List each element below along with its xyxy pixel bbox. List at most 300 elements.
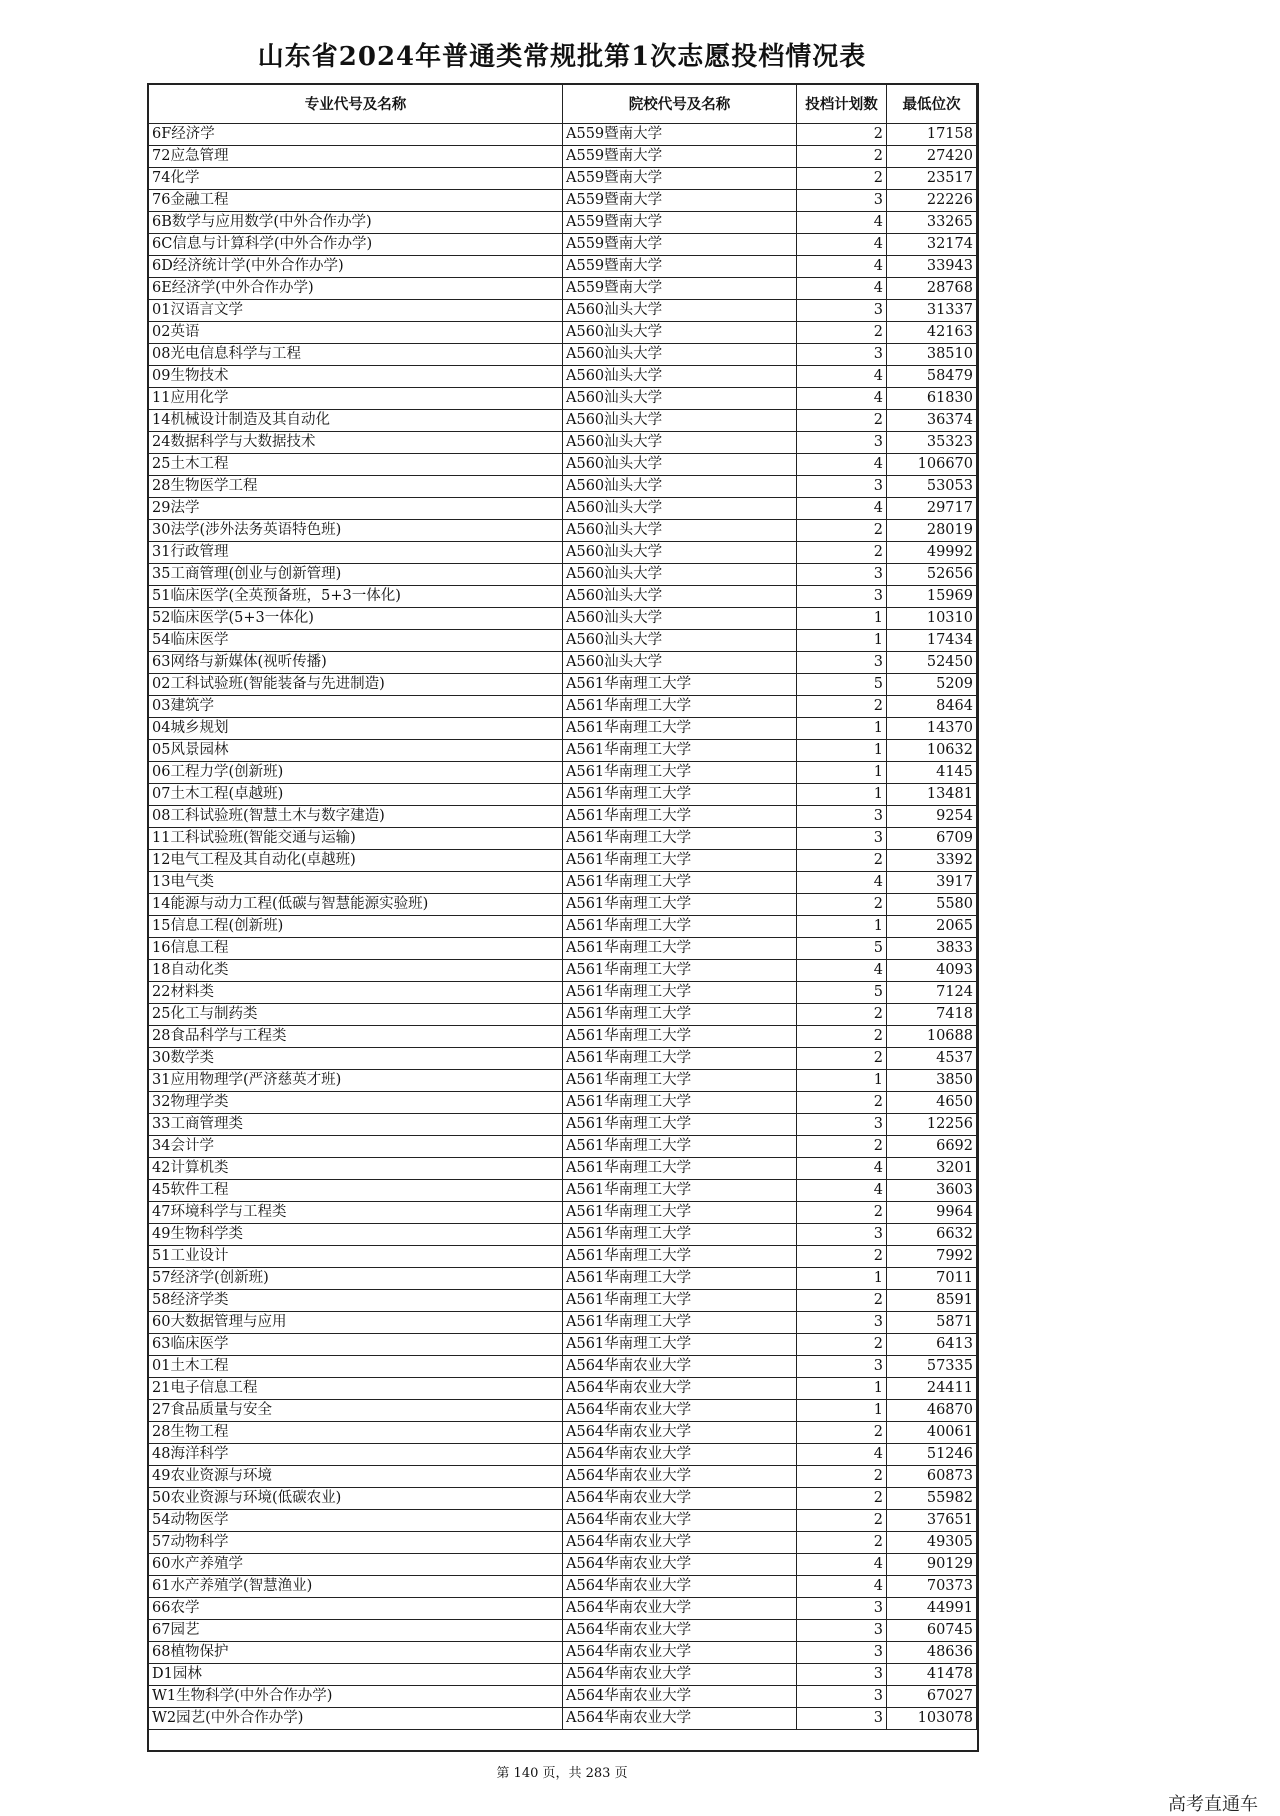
cell-school: A564华南农业大学 (563, 1664, 797, 1686)
cell-min-rank: 48636 (887, 1642, 977, 1664)
cell-major: 02英语 (149, 322, 563, 344)
table-row (149, 168, 977, 190)
cell-major: 28生物医学工程 (149, 476, 563, 498)
cell-school: A560汕头大学 (563, 454, 797, 476)
cell-plan: 2 (797, 1422, 887, 1444)
table-row (149, 1246, 977, 1268)
cell-school: A561华南理工大学 (563, 1114, 797, 1136)
cell-plan: 3 (797, 652, 887, 674)
cell-major: 45软件工程 (149, 1180, 563, 1202)
cell-major: 27食品质量与安全 (149, 1400, 563, 1422)
table-row (149, 322, 977, 344)
cell-major: 49农业资源与环境 (149, 1466, 563, 1488)
cell-major: 24数据科学与大数据技术 (149, 432, 563, 454)
cell-major: 58经济学类 (149, 1290, 563, 1312)
cell-min-rank: 2065 (887, 916, 977, 938)
table-row (149, 894, 977, 916)
cell-min-rank: 8464 (887, 696, 977, 718)
cell-school: A561华南理工大学 (563, 960, 797, 982)
table-body (149, 124, 977, 1730)
page-footer: 第 140 页，共 283 页 (496, 1766, 628, 1781)
cell-major: 14能源与动力工程(低碳与智慧能源实验班) (149, 894, 563, 916)
cell-school: A564华南农业大学 (563, 1576, 797, 1598)
table-row (149, 1136, 977, 1158)
cell-school: A564华南农业大学 (563, 1378, 797, 1400)
cell-major: 18自动化类 (149, 960, 563, 982)
table-row (149, 1180, 977, 1202)
cell-major: 63网络与新媒体(视听传播) (149, 652, 563, 674)
cell-major: 14机械设计制造及其自动化 (149, 410, 563, 432)
cell-major: 49生物科学类 (149, 1224, 563, 1246)
cell-school: A564华南农业大学 (563, 1620, 797, 1642)
cell-min-rank: 28019 (887, 520, 977, 542)
cell-min-rank: 9254 (887, 806, 977, 828)
cell-major: 13电气类 (149, 872, 563, 894)
cell-major: 60大数据管理与应用 (149, 1312, 563, 1334)
cell-plan: 2 (797, 1510, 887, 1532)
cell-min-rank: 15969 (887, 586, 977, 608)
cell-min-rank: 12256 (887, 1114, 977, 1136)
table-row (149, 1268, 977, 1290)
cell-min-rank: 37651 (887, 1510, 977, 1532)
cell-min-rank: 22226 (887, 190, 977, 212)
cell-school: A561华南理工大学 (563, 1312, 797, 1334)
cell-school: A560汕头大学 (563, 630, 797, 652)
cell-major: 07土木工程(卓越班) (149, 784, 563, 806)
cell-major: 16信息工程 (149, 938, 563, 960)
cell-min-rank: 42163 (887, 322, 977, 344)
cell-min-rank: 57335 (887, 1356, 977, 1378)
cell-school: A564华南农业大学 (563, 1554, 797, 1576)
cell-plan: 4 (797, 1576, 887, 1598)
table-row (149, 300, 977, 322)
cell-major: 30法学(涉外法务英语特色班) (149, 520, 563, 542)
cell-school: A561华南理工大学 (563, 1224, 797, 1246)
cell-plan: 3 (797, 1114, 887, 1136)
table-row (149, 1664, 977, 1686)
cell-min-rank: 24411 (887, 1378, 977, 1400)
cell-min-rank: 40061 (887, 1422, 977, 1444)
cell-plan: 2 (797, 1048, 887, 1070)
cell-min-rank: 35323 (887, 432, 977, 454)
cell-min-rank: 52656 (887, 564, 977, 586)
table-row (149, 190, 977, 212)
cell-school: A561华南理工大学 (563, 1158, 797, 1180)
cell-plan: 2 (797, 1092, 887, 1114)
cell-major: 6D经济统计学(中外合作办学) (149, 256, 563, 278)
cell-plan: 1 (797, 916, 887, 938)
table-row (149, 1202, 977, 1224)
table-row (149, 1686, 977, 1708)
cell-major: 76金融工程 (149, 190, 563, 212)
cell-plan: 3 (797, 1312, 887, 1334)
cell-min-rank: 70373 (887, 1576, 977, 1598)
cell-major: 11应用化学 (149, 388, 563, 410)
cell-major: 57动物科学 (149, 1532, 563, 1554)
table-row (149, 366, 977, 388)
cell-plan: 3 (797, 1224, 887, 1246)
cell-major: 42计算机类 (149, 1158, 563, 1180)
cell-school: A561华南理工大学 (563, 982, 797, 1004)
cell-school: A561华南理工大学 (563, 674, 797, 696)
cell-major: 6C信息与计算科学(中外合作办学) (149, 234, 563, 256)
cell-plan: 4 (797, 1158, 887, 1180)
cell-school: A560汕头大学 (563, 366, 797, 388)
cell-plan: 4 (797, 366, 887, 388)
cell-plan: 1 (797, 740, 887, 762)
table-row (149, 454, 977, 476)
table-row (149, 1576, 977, 1598)
cell-min-rank: 106670 (887, 454, 977, 476)
cell-min-rank: 10688 (887, 1026, 977, 1048)
cell-major: 25土木工程 (149, 454, 563, 476)
cell-min-rank: 61830 (887, 388, 977, 410)
table-row (149, 234, 977, 256)
cell-major: 08工科试验班(智慧土木与数字建造) (149, 806, 563, 828)
cell-major: 6E经济学(中外合作办学) (149, 278, 563, 300)
table-row (149, 1708, 977, 1730)
cell-school: A561华南理工大学 (563, 1246, 797, 1268)
cell-plan: 3 (797, 1356, 887, 1378)
cell-min-rank: 53053 (887, 476, 977, 498)
cell-school: A561华南理工大学 (563, 1202, 797, 1224)
cell-min-rank: 7124 (887, 982, 977, 1004)
cell-plan: 5 (797, 674, 887, 696)
page-title: 山东省2024年普通类常规批第1次志愿投档情况表 (257, 42, 867, 72)
cell-plan: 3 (797, 300, 887, 322)
cell-major: 6B数学与应用数学(中外合作办学) (149, 212, 563, 234)
cell-min-rank: 31337 (887, 300, 977, 322)
cell-major: 61水产养殖学(智慧渔业) (149, 1576, 563, 1598)
cell-major: 57经济学(创新班) (149, 1268, 563, 1290)
cell-min-rank: 51246 (887, 1444, 977, 1466)
cell-school: A560汕头大学 (563, 388, 797, 410)
cell-plan: 3 (797, 806, 887, 828)
cell-min-rank: 23517 (887, 168, 977, 190)
cell-plan: 1 (797, 1070, 887, 1092)
table-row (149, 1158, 977, 1180)
cell-major: 54临床医学 (149, 630, 563, 652)
cell-major: 01汉语言文学 (149, 300, 563, 322)
cell-school: A560汕头大学 (563, 520, 797, 542)
table-row (149, 212, 977, 234)
cell-major: 34会计学 (149, 1136, 563, 1158)
cell-school: A561华南理工大学 (563, 718, 797, 740)
cell-plan: 2 (797, 1532, 887, 1554)
cell-school: A561华南理工大学 (563, 828, 797, 850)
table-row (149, 1620, 977, 1642)
cell-min-rank: 6709 (887, 828, 977, 850)
cell-plan: 1 (797, 630, 887, 652)
table-row (149, 124, 977, 146)
table-row (149, 1290, 977, 1312)
cell-school: A561华南理工大学 (563, 740, 797, 762)
cell-min-rank: 3850 (887, 1070, 977, 1092)
table-row (149, 630, 977, 652)
cell-school: A560汕头大学 (563, 410, 797, 432)
cell-plan: 2 (797, 850, 887, 872)
cell-school: A564华南农业大学 (563, 1686, 797, 1708)
table-row (149, 1532, 977, 1554)
cell-major: 28食品科学与工程类 (149, 1026, 563, 1048)
table-row (149, 872, 977, 894)
cell-min-rank: 60745 (887, 1620, 977, 1642)
table-row (149, 1554, 977, 1576)
cell-min-rank: 58479 (887, 366, 977, 388)
cell-plan: 2 (797, 1246, 887, 1268)
cell-major: 50农业资源与环境(低碳农业) (149, 1488, 563, 1510)
watermark: 高考直通车 (1168, 1794, 1258, 1815)
table-row (149, 1092, 977, 1114)
cell-plan: 2 (797, 124, 887, 146)
cell-min-rank: 60873 (887, 1466, 977, 1488)
cell-school: A561华南理工大学 (563, 1026, 797, 1048)
table-row (149, 1422, 977, 1444)
cell-min-rank: 49305 (887, 1532, 977, 1554)
cell-plan: 3 (797, 564, 887, 586)
cell-plan: 3 (797, 828, 887, 850)
cell-plan: 4 (797, 960, 887, 982)
cell-major: 06工程力学(创新班) (149, 762, 563, 784)
table-row (149, 1026, 977, 1048)
cell-school: A564华南农业大学 (563, 1708, 797, 1730)
cell-major: W1生物科学(中外合作办学) (149, 1686, 563, 1708)
cell-plan: 3 (797, 1686, 887, 1708)
cell-major: 63临床医学 (149, 1334, 563, 1356)
cell-min-rank: 32174 (887, 234, 977, 256)
cell-plan: 3 (797, 1598, 887, 1620)
cell-plan: 2 (797, 410, 887, 432)
cell-min-rank: 90129 (887, 1554, 977, 1576)
table-row (149, 784, 977, 806)
table-row (149, 938, 977, 960)
cell-plan: 1 (797, 1268, 887, 1290)
table-row (149, 1444, 977, 1466)
cell-min-rank: 10310 (887, 608, 977, 630)
cell-plan: 3 (797, 1620, 887, 1642)
cell-school: A564华南农业大学 (563, 1642, 797, 1664)
cell-school: A561华南理工大学 (563, 806, 797, 828)
table-row (149, 432, 977, 454)
cell-plan: 2 (797, 1488, 887, 1510)
table-row (149, 1224, 977, 1246)
cell-min-rank: 6413 (887, 1334, 977, 1356)
table-row (149, 520, 977, 542)
cell-school: A560汕头大学 (563, 586, 797, 608)
cell-plan: 2 (797, 1334, 887, 1356)
header-school: 院校代号及名称 (563, 85, 797, 124)
cell-major: 09生物技术 (149, 366, 563, 388)
cell-plan: 2 (797, 1026, 887, 1048)
table-row (149, 1598, 977, 1620)
cell-school: A561华南理工大学 (563, 1334, 797, 1356)
cell-plan: 2 (797, 1202, 887, 1224)
table-row (149, 1466, 977, 1488)
cell-major: 68植物保护 (149, 1642, 563, 1664)
cell-min-rank: 14370 (887, 718, 977, 740)
cell-major: 12电气工程及其自动化(卓越班) (149, 850, 563, 872)
cell-school: A559暨南大学 (563, 146, 797, 168)
cell-major: 47环境科学与工程类 (149, 1202, 563, 1224)
cell-major: 31行政管理 (149, 542, 563, 564)
cell-min-rank: 6692 (887, 1136, 977, 1158)
cell-major: 29法学 (149, 498, 563, 520)
cell-school: A561华南理工大学 (563, 850, 797, 872)
cell-school: A560汕头大学 (563, 476, 797, 498)
cell-major: 51工业设计 (149, 1246, 563, 1268)
table-row (149, 586, 977, 608)
cell-plan: 2 (797, 168, 887, 190)
cell-min-rank: 3917 (887, 872, 977, 894)
header-min-rank: 最低位次 (887, 85, 977, 124)
cell-plan: 3 (797, 1642, 887, 1664)
table-row (149, 256, 977, 278)
cell-plan: 3 (797, 1664, 887, 1686)
cell-major: 33工商管理类 (149, 1114, 563, 1136)
header-major: 专业代号及名称 (149, 85, 563, 124)
cell-min-rank: 44991 (887, 1598, 977, 1620)
table-row (149, 1312, 977, 1334)
cell-min-rank: 52450 (887, 652, 977, 674)
table-row (149, 1488, 977, 1510)
admission-table (148, 84, 977, 1730)
cell-plan: 3 (797, 432, 887, 454)
cell-min-rank: 3392 (887, 850, 977, 872)
cell-plan: 1 (797, 1378, 887, 1400)
table-row (149, 498, 977, 520)
cell-major: 15信息工程(创新班) (149, 916, 563, 938)
cell-major: 05风景园林 (149, 740, 563, 762)
cell-min-rank: 7418 (887, 1004, 977, 1026)
cell-min-rank: 7992 (887, 1246, 977, 1268)
cell-min-rank: 4537 (887, 1048, 977, 1070)
cell-school: A559暨南大学 (563, 168, 797, 190)
cell-school: A560汕头大学 (563, 300, 797, 322)
cell-plan: 1 (797, 1400, 887, 1422)
cell-plan: 1 (797, 608, 887, 630)
cell-school: A561华南理工大学 (563, 1092, 797, 1114)
cell-school: A564华南农业大学 (563, 1510, 797, 1532)
table-row (149, 696, 977, 718)
table-header-row (149, 85, 977, 124)
cell-school: A559暨南大学 (563, 278, 797, 300)
cell-school: A564华南农业大学 (563, 1400, 797, 1422)
cell-min-rank: 33943 (887, 256, 977, 278)
cell-plan: 2 (797, 1290, 887, 1312)
cell-school: A559暨南大学 (563, 234, 797, 256)
cell-plan: 3 (797, 344, 887, 366)
cell-min-rank: 4650 (887, 1092, 977, 1114)
cell-min-rank: 3833 (887, 938, 977, 960)
cell-plan: 2 (797, 1004, 887, 1026)
cell-major: 48海洋科学 (149, 1444, 563, 1466)
cell-min-rank: 5871 (887, 1312, 977, 1334)
cell-min-rank: 4145 (887, 762, 977, 784)
cell-major: 35工商管理(创业与创新管理) (149, 564, 563, 586)
cell-major: 22材料类 (149, 982, 563, 1004)
cell-school: A559暨南大学 (563, 124, 797, 146)
cell-school: A561华南理工大学 (563, 916, 797, 938)
cell-major: 51临床医学(全英预备班，5+3一体化) (149, 586, 563, 608)
cell-school: A564华南农业大学 (563, 1532, 797, 1554)
cell-school: A560汕头大学 (563, 564, 797, 586)
cell-min-rank: 103078 (887, 1708, 977, 1730)
cell-min-rank: 41478 (887, 1664, 977, 1686)
cell-school: A564华南农业大学 (563, 1444, 797, 1466)
cell-school: A561华南理工大学 (563, 1290, 797, 1312)
cell-min-rank: 3201 (887, 1158, 977, 1180)
cell-major: 04城乡规划 (149, 718, 563, 740)
table-row (149, 410, 977, 432)
cell-plan: 1 (797, 784, 887, 806)
table-row (149, 1510, 977, 1532)
cell-plan: 4 (797, 212, 887, 234)
table-row (149, 982, 977, 1004)
table-row (149, 1070, 977, 1092)
cell-min-rank: 29717 (887, 498, 977, 520)
cell-major: 01土木工程 (149, 1356, 563, 1378)
table-row (149, 1004, 977, 1026)
cell-school: A564华南农业大学 (563, 1598, 797, 1620)
cell-min-rank: 67027 (887, 1686, 977, 1708)
cell-plan: 2 (797, 1136, 887, 1158)
table-row (149, 1400, 977, 1422)
cell-school: A564华南农业大学 (563, 1488, 797, 1510)
cell-plan: 4 (797, 872, 887, 894)
cell-major: 67园艺 (149, 1620, 563, 1642)
cell-min-rank: 13481 (887, 784, 977, 806)
cell-plan: 3 (797, 586, 887, 608)
table-row (149, 674, 977, 696)
table-row (149, 828, 977, 850)
cell-school: A564华南农业大学 (563, 1422, 797, 1444)
cell-min-rank: 36374 (887, 410, 977, 432)
table-row (149, 476, 977, 498)
cell-plan: 2 (797, 322, 887, 344)
cell-plan: 2 (797, 520, 887, 542)
cell-school: A559暨南大学 (563, 256, 797, 278)
cell-min-rank: 5580 (887, 894, 977, 916)
cell-major: 66农学 (149, 1598, 563, 1620)
cell-school: A561华南理工大学 (563, 1136, 797, 1158)
cell-school: A561华南理工大学 (563, 872, 797, 894)
cell-plan: 4 (797, 256, 887, 278)
cell-plan: 4 (797, 1554, 887, 1576)
table-row (149, 1334, 977, 1356)
table-row (149, 542, 977, 564)
cell-major: 54动物医学 (149, 1510, 563, 1532)
cell-plan: 4 (797, 278, 887, 300)
table-row (149, 1642, 977, 1664)
table-row (149, 608, 977, 630)
cell-school: A561华南理工大学 (563, 1268, 797, 1290)
table-row (149, 1356, 977, 1378)
cell-plan: 1 (797, 762, 887, 784)
table-row (149, 388, 977, 410)
cell-min-rank: 46870 (887, 1400, 977, 1422)
cell-school: A559暨南大学 (563, 190, 797, 212)
cell-min-rank: 33265 (887, 212, 977, 234)
cell-plan: 3 (797, 1708, 887, 1730)
cell-major: 08光电信息科学与工程 (149, 344, 563, 366)
table-row (149, 344, 977, 366)
cell-min-rank: 17158 (887, 124, 977, 146)
cell-school: A561华南理工大学 (563, 696, 797, 718)
cell-major: 74化学 (149, 168, 563, 190)
cell-plan: 2 (797, 1466, 887, 1488)
cell-major: 31应用物理学(严济慈英才班) (149, 1070, 563, 1092)
cell-min-rank: 10632 (887, 740, 977, 762)
